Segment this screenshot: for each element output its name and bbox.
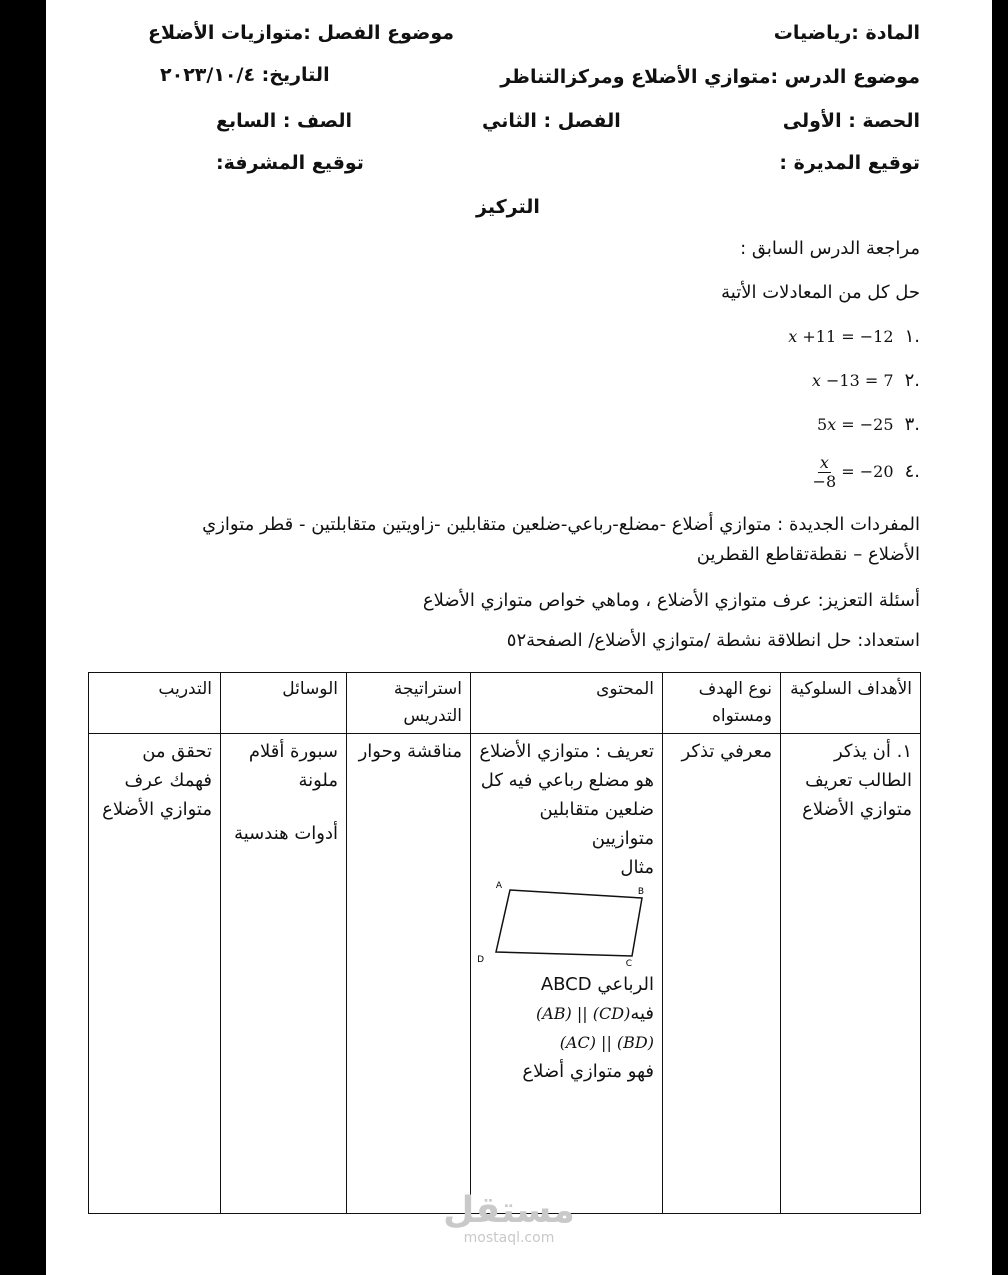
focus-title: التركيز bbox=[476, 196, 540, 218]
cell-objectives: ١. أن يذكر الطالب تعريف متوازي الأضلاع bbox=[781, 734, 921, 1214]
equation-1 bbox=[788, 326, 920, 347]
eq4-number: ٤. bbox=[904, 461, 920, 482]
cell-strategy: مناقشة وحوار bbox=[347, 734, 471, 1214]
supervisor-signature-label: توقيع المشرفة: bbox=[216, 152, 364, 174]
content-example: مثال bbox=[620, 857, 654, 878]
cell-content bbox=[471, 734, 663, 1214]
content-conclusion: فهو متوازي أضلاع bbox=[522, 1061, 654, 1082]
eq2-number: ٢. bbox=[904, 370, 920, 391]
principal-signature-label: توقيع المديرة : bbox=[779, 152, 920, 174]
reinforcement-questions: أسئلة التعزيز: عرف متوازي الأضلاع ، وماهي خواص متوازي الأضلاع bbox=[422, 590, 920, 611]
equation-2 bbox=[812, 370, 920, 391]
eq3-coefficient: 5 bbox=[816, 415, 828, 434]
parallelogram-shape bbox=[496, 890, 642, 956]
eq4-fraction bbox=[813, 454, 837, 491]
table-row bbox=[89, 734, 921, 1214]
content-in-it: فيه bbox=[630, 1003, 654, 1024]
vocabulary-line-1: المفردات الجديدة : متوازي أضلاع -مضلع-رباعي-ضلعين متقابلين -زاويتين متقابلتين - قطر متوازي bbox=[202, 514, 920, 535]
vocabulary-line-2: الأضلاع – نقطةتقاطع القطرين bbox=[696, 544, 920, 565]
tools-board-pens: سبورة أقلام ملونة bbox=[248, 741, 338, 791]
content-parallel-2-line bbox=[479, 1028, 654, 1057]
lesson-plan-page bbox=[46, 0, 992, 1275]
grade-label: الصف : السابع bbox=[216, 110, 353, 132]
header-content: المحتوى bbox=[471, 673, 663, 734]
eq4-numerator: x bbox=[819, 453, 829, 472]
date-label: التاريخ: ٢٠٢٣/١٠/٤ bbox=[160, 64, 330, 86]
preparation-text: استعداد: حل انطلاقة نشطة /متوازي الأضلاع/ الصفحة٥٢ bbox=[506, 630, 920, 651]
cell-goal-type: معرفي تذكر bbox=[663, 734, 781, 1214]
cell-practice: تحقق من فهمك عرف متوازي الأضلاع bbox=[89, 734, 221, 1214]
eq3-variable: x bbox=[827, 415, 837, 434]
content-definition: تعريف : متوازي الأضلاع هو مضلع رباعي فيه كل ضلعين متقابلين متوازيين bbox=[479, 741, 654, 849]
vertex-a-label: A bbox=[495, 881, 502, 891]
watermark-brand: مستقل bbox=[443, 1190, 575, 1231]
content-parallel-1: (AB) || (CD) bbox=[536, 1004, 631, 1023]
eq1-rest: +11 = −12 bbox=[797, 327, 894, 346]
content-quadrilateral: الرباعي ABCD bbox=[540, 974, 654, 995]
eq1-number: ١. bbox=[904, 326, 920, 347]
review-instruction: حل كل من المعادلات الأتية bbox=[721, 282, 920, 303]
eq3-rest: = −25 bbox=[836, 415, 894, 434]
header-tools: الوسائل bbox=[221, 673, 347, 734]
parallelogram-figure bbox=[477, 881, 654, 969]
header-goal-type: نوع الهدف ومستواه bbox=[663, 673, 781, 734]
section-label: الفصل : الثاني bbox=[482, 110, 621, 132]
content-parallel-1-line bbox=[479, 999, 654, 1028]
eq3-number: ٣. bbox=[904, 414, 920, 435]
vertex-c-label: C bbox=[625, 959, 632, 969]
lesson-topic-label: موضوع الدرس :متوازي الأضلاع ومركزالتناظر bbox=[500, 66, 920, 88]
header-practice: التدريب bbox=[89, 673, 221, 734]
eq4-rhs: = −20 bbox=[841, 462, 894, 481]
equation-3 bbox=[817, 414, 920, 435]
header-objectives: الأهداف السلوكية bbox=[781, 673, 921, 734]
period-label: الحصة : الأولى bbox=[782, 110, 920, 132]
content-parallel-2: (AC) || (BD) bbox=[559, 1033, 654, 1052]
header-strategy: استراتيجة التدريس bbox=[347, 673, 471, 734]
subject-label: المادة :رياضيات bbox=[773, 22, 920, 44]
watermark-domain: mostaql.com bbox=[463, 1230, 555, 1246]
equation-4 bbox=[813, 454, 920, 491]
eq2-rest: −13 = 7 bbox=[820, 371, 894, 390]
lesson-plan-table bbox=[88, 672, 921, 1214]
tools-geometry: أدوات هندسية bbox=[234, 823, 338, 844]
eq2-variable: x bbox=[811, 371, 821, 390]
review-title: مراجعة الدرس السابق : bbox=[740, 238, 920, 259]
watermark bbox=[438, 1192, 580, 1246]
eq1-variable: x bbox=[788, 327, 798, 346]
unit-topic-label: موضوع الفصل :متوازيات الأضلاع bbox=[148, 22, 455, 44]
vertex-b-label: B bbox=[637, 887, 644, 897]
eq4-denominator: −8 bbox=[812, 472, 837, 491]
vertex-d-label: D bbox=[477, 955, 484, 965]
cell-tools bbox=[221, 734, 347, 1214]
table-header-row bbox=[89, 673, 921, 734]
